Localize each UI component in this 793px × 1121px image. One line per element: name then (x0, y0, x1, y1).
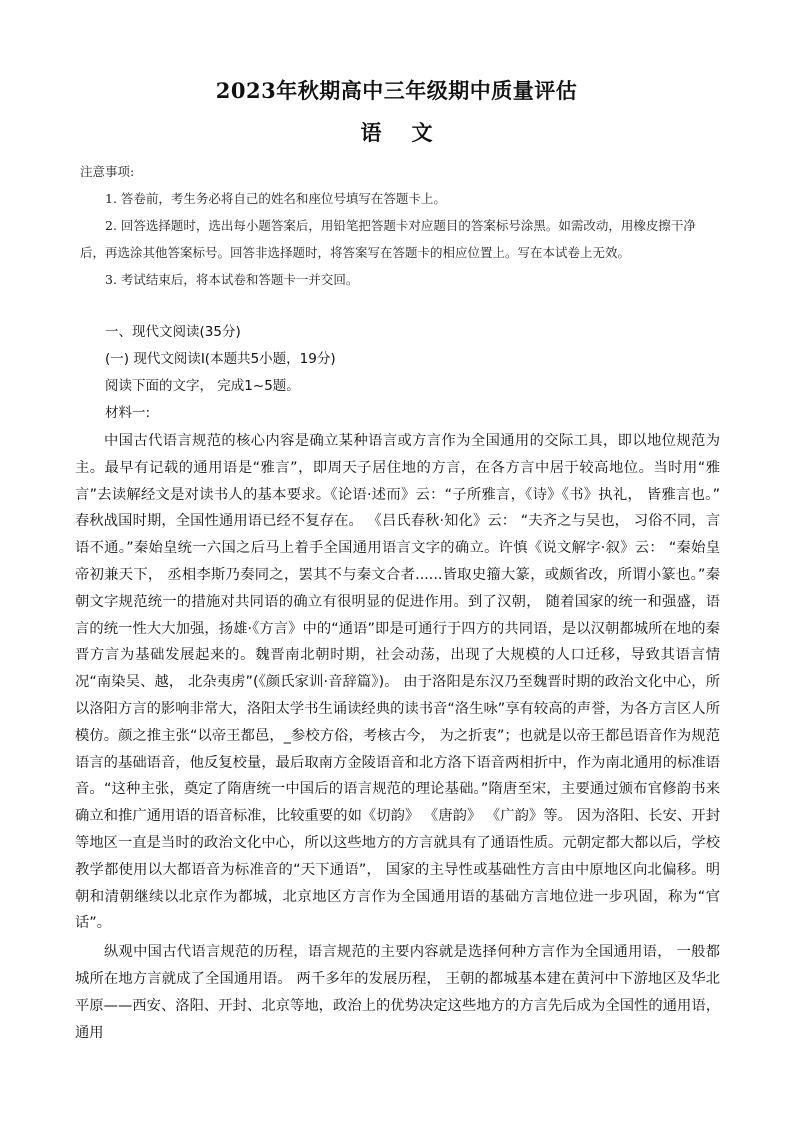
notice-block (80, 158, 720, 293)
material-body (75, 428, 720, 1046)
material-label: 材料一: (105, 405, 151, 421)
notice-heading: 注意事项: (80, 164, 135, 179)
subject-char-left: 语 (360, 120, 382, 145)
subject-title (0, 118, 793, 148)
section-headings (80, 319, 720, 427)
sub-heading: (一) 现代文阅读Ⅰ(本题共5小题，19分) (105, 351, 336, 367)
part-heading: 一、现代文阅读(35分) (105, 324, 241, 340)
reading-instruction: 阅读下面的文字， 完成1~5题。 (105, 378, 300, 394)
body-paragraph-2: 纵观中国古代语言规范的历程，语言规范的主要内容就是选择何种方言作为全国通用语， 一般都城所在地方言就成了全国通用语。 两千多年的发展历程， 王朝的都城基本建在黄河中下游地区及华北平原——西安、洛阳、开封、北京等地，政治上的优势决定这些地方的方言先后成为全国性的通用语，通用 (75, 944, 720, 1041)
body-paragraph-1: 中国古代语言规范的核心内容是确立某种语言或方言作为全国通用的交际工具，即以地位规范为主。最早有记载的通用语是“雅言”，即周天子居住地的方言，在各方言中居于较高地位。当时用“雅言”去读解经文是对读书人的基本要求。《论语·述而》云：“子所雅言，《诗》《书》执礼， 皆雅言也。” 春秋战国时期，全国性通用语已经不复存在。 《吕氏春秋·知化》云： “夫齐之与吴也， 习俗不同，言语不通。”秦始皇统一六国之后马上着手全国通用语言文字的确立。许慎《说文解字·叙》云： “秦始皇帝初兼天下， 丞相李斯乃奏同之，罢其不与秦文合者......皆取史籀大篆，或颇省改，所谓小篆也。”秦朝文字规范统一的措施对共同语的确立有很明显的促进作用。到了汉朝， 随着国家的统一和强盛，语言的统一性大大加强，扬雄·《方言》中的“通语”即是可通行于四方的共同语，是以汉朝都城所在地的秦晋方言为基础发展起来的。魏晋南北朝时期，社会动荡，出现了大规模的人口迁移，导致其语言情况“南染吴、越， 北杂夷虏”(《颜氏家训·音辞篇》)。 由于洛阳是东汉乃至魏晋时期的政治文化中心，所以洛阳方言的影响非常大，洛阳太学书生诵读经典的读书音“洛生咏”享有较高的声誉，为各方言区人所模仿。颜之推主张“以帝王都邑，_参校方俗，考核古今， 为之折衷”；也就是以帝王都邑语音作为规范语言的基础语音，他反复校量，最后取南方金陵语音和北方洛下语音两相折中，作为南北通用的标准语音。“这种主张，奠定了隋唐统一中国后的语言规范的理论基础。”隋唐至宋，主要通过颁布官修韵书来确立和推广通用语的语音标准，比较重要的如《切韵》 《唐韵》 《广韵》等。 因为洛阳、长安、开封等地区一直是当时的政治文化中心，所以这些地方的方言就具有了通语性质。元朝定都大都以后，学校教学都使用以大都语音为标准音的“天下通语”， 国家的主导性或基础性方言由中原地区向北偏移。明朝和清朝继续以北京作为都城，北京地区方言作为全国通用语的基础方言地位进一步巩固，称为“官话”。 (75, 433, 720, 932)
page-title: 2023年秋期高中三年级期中质量评估 (215, 78, 578, 103)
notice-item-2: 2. 回答选择题时，选出每小题答案后，用铅笔把答题卡对应题目的答案标号涂黑。如需改动，用橡皮擦干净后，再选涂其他答案标号。回答非选择题时，将答案写在答题卡的相应位置上。写在本试卷上无效。 (80, 218, 696, 260)
notice-item-1: 1. 答卷前，考生务必将自己的姓名和座位号填写在答题卡上。 (105, 191, 446, 206)
subject-char-right: 文 (411, 120, 433, 145)
notice-item-3: 3. 考试结束后，将本试卷和答题卡一并交回。 (105, 272, 359, 287)
